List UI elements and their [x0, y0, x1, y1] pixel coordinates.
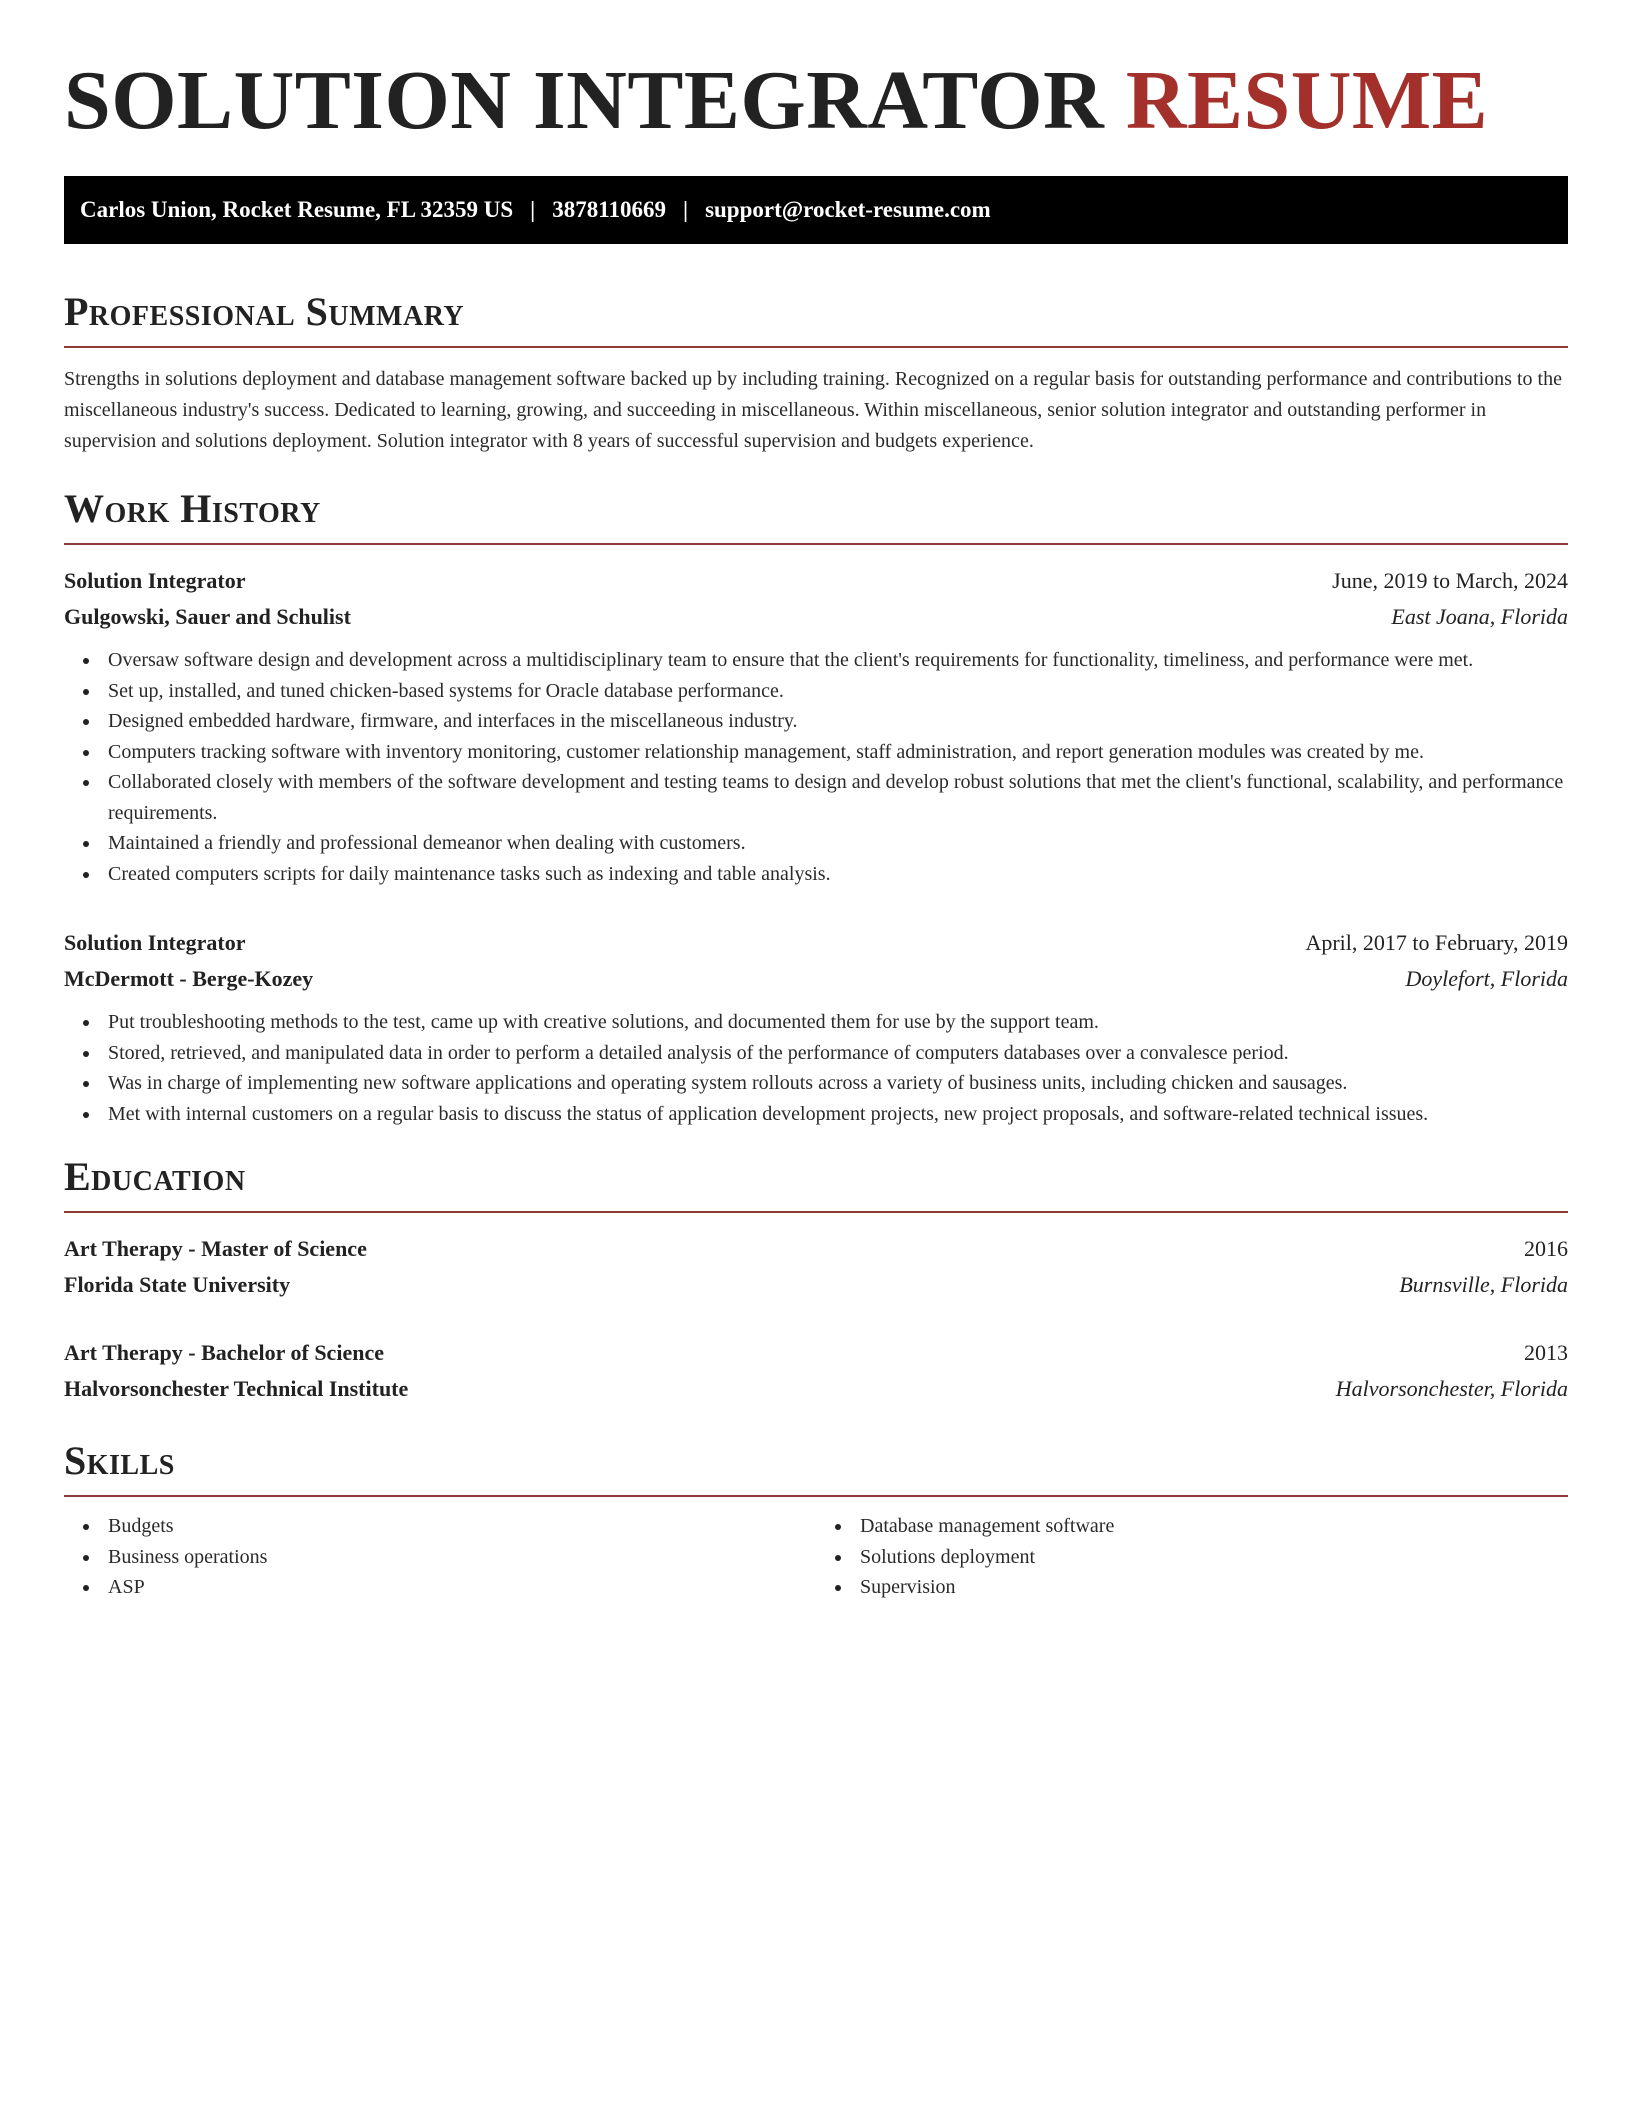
job-company: McDermott - Berge-Kozey: [64, 966, 314, 991]
education-degree: Art Therapy - Master of Science: [64, 1236, 367, 1261]
job-dates: June, 2019 to March, 2024: [1332, 568, 1568, 593]
job-title: Solution Integrator: [64, 568, 246, 593]
job-bullet: Designed embedded hardware, firmware, and interfaces in the miscellaneous industry.: [108, 706, 1568, 737]
resume-title: [64, 0, 1568, 146]
job-bullets: [64, 645, 1568, 889]
education-heading: Education: [64, 1155, 1568, 1213]
job-bullet: Oversaw software design and development across a multidisciplinary team to ensure that the client's requirements for functionality, timeliness, and performance were met.: [108, 645, 1568, 676]
education-year: 2013: [1524, 1340, 1568, 1365]
skill-item: Business operations: [108, 1542, 816, 1573]
title-accent: RESUME: [1125, 54, 1489, 147]
job-bullets: [64, 1007, 1568, 1129]
skill-item: Budgets: [108, 1511, 816, 1542]
job-location: East Joana, Florida: [1391, 604, 1568, 629]
skill-item: Solutions deployment: [860, 1542, 1568, 1573]
skills-list: [64, 1511, 816, 1603]
education-degree: Art Therapy - Bachelor of Science: [64, 1340, 384, 1365]
education-entry: [64, 1231, 1568, 1303]
education-school: Florida State University: [64, 1272, 291, 1297]
job-dates: April, 2017 to February, 2019: [1305, 930, 1568, 955]
job-bullet: Computers tracking software with inventory monitoring, customer relationship management, staff administration, and report generation modules was created by me.: [108, 737, 1568, 768]
contact-separator: |: [530, 197, 536, 222]
job-entry: [64, 925, 1568, 1129]
job-bullet: Stored, retrieved, and manipulated data in order to perform a detailed analysis of the performance of computers databases over a convalesce period.: [108, 1038, 1568, 1069]
education-entry: [64, 1335, 1568, 1407]
skill-item: Database management software: [860, 1511, 1568, 1542]
summary-text: Strengths in solutions deployment and database management software backed up by including training. Recognized on a regular basis for outstanding performance and contributions to the miscellaneous industry's success. Dedicated to learning, growing, and succeeding in miscellaneous. Within miscellaneous, senior solution integrator and outstanding performer in supervision and solutions deployment. Solution integrator with 8 years of successful supervision and budgets experience.: [64, 368, 1562, 452]
job-bullet: Collaborated closely with members of the software development and testing teams to design and develop robust solutions that met the client's functional, scalability, and performance requirements.: [108, 767, 1568, 828]
job-entry: [64, 563, 1568, 889]
education-school: Halvorsonchester Technical Institute: [64, 1376, 409, 1401]
job-bullet: Was in charge of implementing new software applications and operating system rollouts across a variety of business units, including chicken and sausages.: [108, 1068, 1568, 1099]
contact-phone: 3878110669: [552, 197, 666, 222]
contact-email: support@rocket-resume.com: [705, 197, 991, 222]
contact-separator: |: [682, 197, 689, 222]
skills-column-left: [64, 1511, 816, 1603]
job-bullet: Set up, installed, and tuned chicken-based systems for Oracle database performance.: [108, 676, 1568, 707]
skills-column-right: [816, 1511, 1568, 1603]
skills-heading: Skills: [64, 1439, 1568, 1497]
job-bullet: Put troubleshooting methods to the test, came up with creative solutions, and documented them for use by the support team.: [108, 1007, 1568, 1038]
resume-page: [64, 0, 1568, 1603]
contact-bar: [64, 176, 1568, 244]
job-bullet: Met with internal customers on a regular basis to discuss the status of application development projects, new project proposals, and software-related technical issues.: [108, 1099, 1568, 1130]
education-location: Halvorsonchester, Florida: [1335, 1376, 1568, 1401]
skills-list: [816, 1511, 1568, 1603]
job-bullet: Maintained a friendly and professional demeanor when dealing with customers.: [108, 828, 1568, 859]
skills-grid: [64, 1511, 1568, 1603]
education-year: 2016: [1524, 1236, 1568, 1261]
work-history-heading: Work History: [64, 487, 1568, 545]
job-company: Gulgowski, Sauer and Schulist: [64, 604, 351, 629]
contact-address: Carlos Union, Rocket Resume, FL 32359 US: [80, 197, 514, 222]
skill-item: Supervision: [860, 1572, 1568, 1603]
skill-item: ASP: [108, 1572, 816, 1603]
education-location: Burnsville, Florida: [1399, 1272, 1568, 1297]
summary-heading: Professional Summary: [64, 290, 1568, 348]
job-bullet: Created computers scripts for daily maintenance tasks such as indexing and table analysis.: [108, 859, 1568, 890]
job-title: Solution Integrator: [64, 930, 246, 955]
title-main: SOLUTION INTEGRATOR: [64, 54, 1105, 147]
job-location: Doylefort, Florida: [1405, 966, 1568, 991]
